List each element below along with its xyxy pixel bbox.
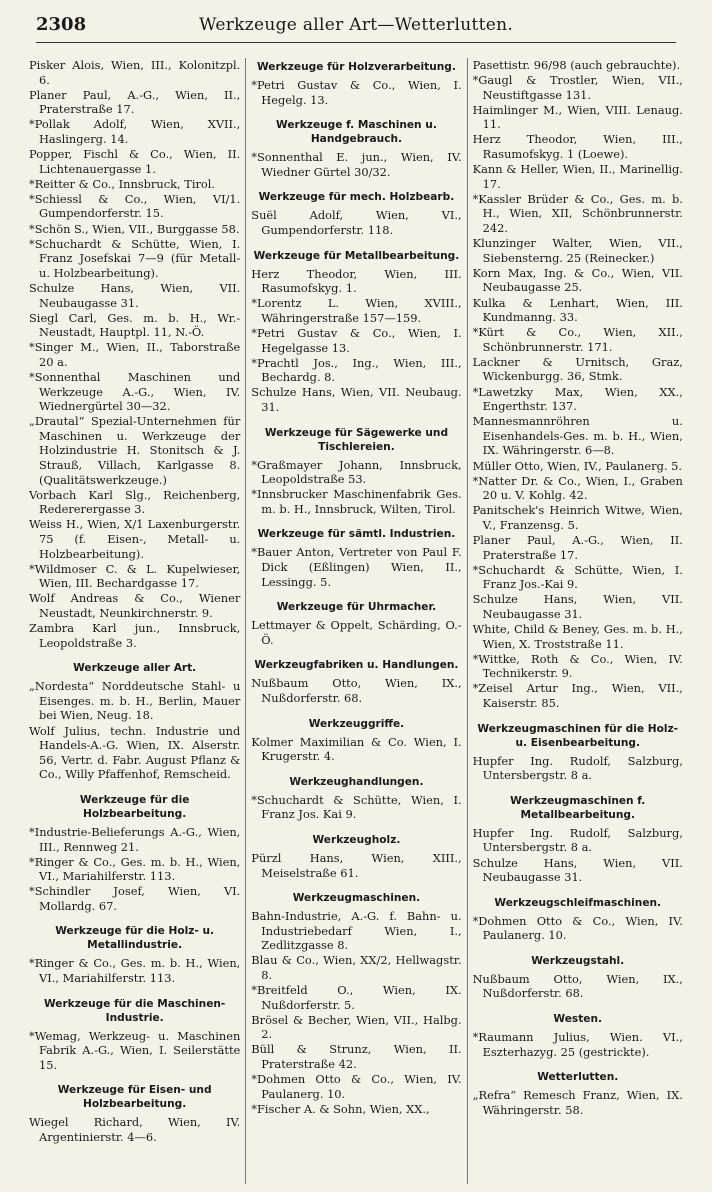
directory-entry: *Kassler Brüder & Co., Ges. m. b. H., Wien, XII, Schönbrunnerstr. 242.	[472, 191, 683, 236]
section-heading: Werkzeughandlungen.	[289, 775, 424, 788]
section-heading: Werkzeuge für Uhrmacher.	[276, 601, 437, 614]
directory-entry: *Dohmen Otto & Co., Wien, IV. Paulanerg. 10.	[472, 913, 683, 943]
directory-entry: *Fischer A. & Sohn, Wien, XX.,	[251, 1101, 430, 1116]
directory-entry: *Natter Dr. & Co., Wien, I., Graben 20 u. V. Kohlg. 42.	[472, 473, 683, 503]
directory-entry: *Petri Gustav & Co., Wien, I. Hegelgasse 13.	[251, 325, 462, 355]
directory-entry: Wiegel Richard, Wien, IV. Argentinierstr. 4—6.	[29, 1115, 241, 1145]
directory-entry: „Nordesta“ Norddeutsche Stahl- u Eisenges. m. b. H., Berlin, Mauer bei Wien, Neug. 18.	[29, 679, 241, 723]
directory-entry: Weiss H., Wien, X/1 Laxenburgerstr. 75 (f. Eisen-, Metall- u. Holzbearbeitung).	[29, 517, 241, 561]
section-heading: Werkzeuge für Sägewerke und Tischlereien.	[264, 426, 449, 453]
directory-columns	[24, 58, 688, 1184]
directory-entry: *Pollak Adolf, Wien, XVII., Haslingerg. 14.	[29, 117, 241, 146]
directory-entry: Büll & Strunz, Wien, II. Praterstraße 42.	[251, 1042, 462, 1072]
section-heading: Werkzeuge aller Art.	[73, 662, 197, 675]
section-heading: Werkzeuge für Holzverarbeitung.	[256, 61, 456, 73]
directory-entry: Wolf Julius, techn. Industrie und Handels-A.-G. Wien, IX. Alserstr. 56, Vertr. d. Fabr. August Pflanz & Co., Willy Pfaffenhof, Remscheid.	[29, 723, 241, 782]
directory-entry: Kulka & Lenhart, Wien, III. Kundmanng. 33.	[472, 295, 683, 325]
directory-entry: Planer Paul, A.-G., Wien, II., Praterstraße 17.	[29, 87, 241, 117]
directory-entry: Hupfer Ing. Rudolf, Salzburg, Untersbergstr. 8 a.	[472, 753, 683, 783]
section-heading: Wetterlutten.	[537, 1071, 619, 1084]
section-heading: Werkzeuge für die Holzbearbeitung.	[79, 793, 190, 820]
page-header	[36, 14, 676, 43]
directory-entry: *Schuchardt & Schütte, Wien, I. Franz Josefskai 7—9 (für Metall- u. Holzbearbeitung).	[29, 236, 241, 280]
directory-entry: Brösel & Becher, Wien, VII., Halbg. 2.	[251, 1012, 462, 1042]
directory-entry: Pisker Alois, Wien, III., Kolonitzpl. 6.	[29, 58, 241, 87]
directory-entry: Schulze Hans, Wien, VII. Neubaug. 31.	[251, 385, 462, 414]
directory-entry: Lettmayer & Oppelt, Schärding, O.-Ö.	[251, 618, 462, 647]
column-right	[467, 58, 688, 1184]
section-heading: Werkzeugfabriken u. Handlungen.	[254, 659, 459, 672]
directory-entry: *Schiessl & Co., Wien, VI/1. Gumpendorferstr. 15.	[29, 191, 241, 221]
directory-entry: *Petri Gustav & Co., Wien, I. Hegelg. 13.	[251, 78, 462, 107]
directory-entry: Kolmer Maximilian & Co. Wien, I. Krugerstr. 4.	[251, 734, 462, 764]
directory-entry: *Breitfeld O., Wien, IX. Nußdorferstr. 5.	[251, 983, 462, 1012]
directory-entry: Blau & Co., Wien, XX/2, Hellwagstr. 8.	[251, 953, 462, 982]
directory-entry: Lackner & Urnitsch, Graz, Wickenburgg. 36, Stmk.	[472, 354, 683, 384]
section-heading: Werkzeuge für die Maschinen-Industrie.	[43, 997, 226, 1024]
directory-entry: *Reitter & Co., Innsbruck, Tirol.	[29, 176, 216, 191]
section-heading: Werkzeugmaschinen.	[292, 892, 421, 905]
directory-entry: Pürzl Hans, Wien, XIII., Meiselstraße 61.	[251, 850, 462, 880]
directory-entry: *Bauer Anton, Vertreter von Paul F. Dick (Eßlingen) Wien, II., Lessingg. 5.	[251, 545, 462, 589]
directory-entry: Zambra Karl jun., Innsbruck, Leopoldstraße 3.	[29, 621, 241, 650]
column-left	[24, 58, 245, 1184]
directory-entry: *Zeisel Artur Ing., Wien, VII., Kaiserstr. 85.	[472, 681, 683, 711]
directory-entry: Nußbaum Otto, Wien, IX., Nußdorferstr. 68.	[251, 676, 462, 705]
directory-entry: Wolf Andreas & Co., Wiener Neustadt, Neunkirchnerstr. 9.	[29, 591, 241, 620]
directory-entry: „Refra“ Remesch Franz, Wien, IX. Währingerstr. 58.	[472, 1088, 683, 1117]
directory-entry: *Sonnenthal Maschinen und Werkzeuge A.-G., Wien, IV. Wiednergürtel 30—32.	[29, 369, 241, 414]
page-title: Werkzeuge aller Art—Wetterlutten.	[198, 15, 514, 35]
directory-entry: Popper, Fischl & Co., Wien, II. Lichtenauergasse 1.	[29, 147, 241, 176]
directory-entry: *Schuchardt & Schütte, Wien, I. Franz Jos.-Kai 9.	[472, 562, 683, 592]
directory-entry: *Graßmayer Johann, Innsbruck, Leopoldstraße 53.	[251, 457, 462, 487]
page-number: 2308	[36, 14, 87, 35]
directory-entry: Kann & Heller, Wien, II., Marinellig. 17.	[472, 162, 683, 191]
directory-entry: Nußbaum Otto, Wien, IX., Nußdorferstr. 68.	[472, 971, 683, 1001]
directory-entry: Korn Max, Ing. & Co., Wien, VII. Neubaugasse 25.	[472, 265, 683, 295]
section-heading: Werkzeuge für die Holz- u. Metallindustrie.	[55, 925, 215, 952]
directory-entry: Panitschek's Heinrich Witwe, Wien, V., Franzensg. 5.	[472, 503, 683, 532]
directory-entry: Müller Otto, Wien, IV., Paulanerg. 5.	[472, 458, 682, 473]
directory-entry: *Sonnenthal E. jun., Wien, IV. Wiedner Gürtel 30/32.	[251, 150, 462, 179]
section-heading: Werkzeugstahl.	[531, 954, 625, 967]
directory-entry: *Raumann Julius, Wien. VI., Eszterhazyg. 25 (gestrickte).	[472, 1030, 683, 1059]
directory-entry: *Singer M., Wien, II., Taborstraße 20 a.	[29, 340, 241, 369]
directory-entry: *Innsbrucker Maschinenfabrik Ges. m. b. H., Innsbruck, Wilten, Tirol.	[251, 487, 462, 516]
directory-entry: *Ringer & Co., Ges. m. b. H., Wien, VI., Mariahilferstr. 113.	[29, 854, 241, 884]
directory-entry: Suël Adolf, Wien, VI., Gumpendorferstr. 118.	[251, 208, 462, 237]
directory-entry: *Wittke, Roth & Co., Wien, IV. Technikerstr. 9.	[472, 651, 683, 681]
section-heading: Werkzeuggriffe.	[308, 717, 405, 730]
directory-entry: *Dohmen Otto & Co., Wien, IV. Paulanerg. 10.	[251, 1072, 462, 1101]
directory-entry: Klunzinger Walter, Wien, VII., Siebensterng. 25 (Reinecker.)	[472, 236, 683, 265]
directory-entry: *Kürt & Co., Wien, XII., Schönbrunnerstr. 171.	[472, 325, 683, 354]
directory-entry: *Wemag, Werkzeug- u. Maschinen Fabrik A.-G., Wien, I. Seilerstätte 15.	[29, 1028, 241, 1072]
directory-entry: *Schindler Josef, Wien, VI. Mollardg. 67.	[29, 884, 241, 913]
directory-entry: Schulze Hans, Wien, VII. Neubaugasse 31.	[29, 280, 241, 310]
directory-entry: White, Child & Beney, Ges. m. b. H., Wien, X. Troststraße 11.	[472, 622, 683, 651]
directory-entry: *Prachtl Jos., Ing., Wien, III., Bechardg. 8.	[251, 355, 462, 385]
directory-entry: Vorbach Karl Slg., Reichenberg, Redererergasse 3.	[29, 487, 241, 517]
directory-entry: Mannesmannröhren u. Eisenhandels-Ges. m. b. H., Wien, IX. Währingerstr. 6—8.	[472, 414, 683, 458]
section-heading: Werkzeugmaschinen f. Metallbearbeitung.	[510, 794, 646, 821]
directory-entry: *Schuchardt & Schütte, Wien, I. Franz Jos. Kai 9.	[251, 792, 462, 822]
section-heading: Werkzeuge für sämtl. Industrien.	[257, 528, 456, 541]
directory-entry: *Lorentz L. Wien, XVIII., Währingerstraße 157—159.	[251, 296, 462, 325]
directory-entry: Planer Paul, A.-G., Wien, II. Praterstraße 17.	[472, 533, 683, 562]
section-heading: Westen.	[553, 1013, 603, 1026]
directory-entry: Schulze Hans, Wien, VII. Neubaugasse 31.	[472, 855, 683, 885]
directory-entry: Haimlinger M., Wien, VIII. Lenaug. 11.	[472, 102, 683, 132]
directory-entry: *Industrie-Belieferungs A.-G., Wien, III., Rennweg 21.	[29, 824, 241, 854]
directory-entry: Schulze Hans, Wien, VII. Neubaugasse 31.	[472, 592, 683, 621]
directory-entry: Bahn-Industrie, A.-G. f. Bahn- u. Industriebedarf Wien, I., Zedlitzgasse 8.	[251, 909, 462, 953]
directory-entry: *Lawetzky Max, Wien, XX., Engerthstr. 137.	[472, 384, 683, 414]
directory-entry: Herz Theodor, Wien, III., Rasumofskyg. 1 (Loewe).	[472, 132, 683, 162]
directory-entry: Pasettistr. 96/98 (auch gebrauchte).	[472, 58, 681, 72]
directory-entry: *Wildmoser C. & L. Kupelwieser, Wien, III. Bechardgasse 17.	[29, 561, 241, 591]
section-heading: Werkzeuge für Eisen- und Holzbearbeitung.	[57, 1084, 212, 1111]
directory-entry: *Ringer & Co., Ges. m. b. H., Wien, VI., Mariahilferstr. 113.	[29, 956, 241, 986]
directory-entry: Herz Theodor, Wien, III. Rasumofskyg. 1.	[251, 266, 462, 296]
section-heading: Werkzeuge für mech. Holzbearb.	[258, 191, 455, 204]
section-heading: Werkzeuge f. Maschinen u. Handgebrauch.	[276, 119, 437, 146]
directory-entry: *Schön S., Wien, VII., Burggasse 58.	[29, 221, 240, 236]
directory-entry: „Drautal“ Spezial-Unternehmen für Maschinen u. Werkzeuge der Holzindustrie H. Stonitsch & J. Strauß, Villach, Karlgasse 8. (Qualitätswerkzeuge.)	[29, 414, 241, 487]
directory-entry: *Gaugl & Trostler, Wien, VII., Neustiftgasse 131.	[472, 73, 683, 102]
directory-entry: Hupfer Ing. Rudolf, Salzburg, Untersbergstr. 8 a.	[472, 825, 683, 855]
column-middle	[245, 58, 466, 1184]
section-heading: Werkzeugholz.	[312, 833, 401, 846]
section-heading: Werkzeugmaschinen für die Holz- u. Eisenbearbeitung.	[477, 722, 679, 749]
section-heading: Werkzeugschleifmaschinen.	[494, 896, 662, 909]
section-heading: Werkzeuge für Metallbearbeitung.	[253, 249, 460, 262]
directory-entry: Siegl Carl, Ges. m. b. H., Wr.-Neustadt, Hauptpl. 11, N.-Ö.	[29, 310, 241, 340]
